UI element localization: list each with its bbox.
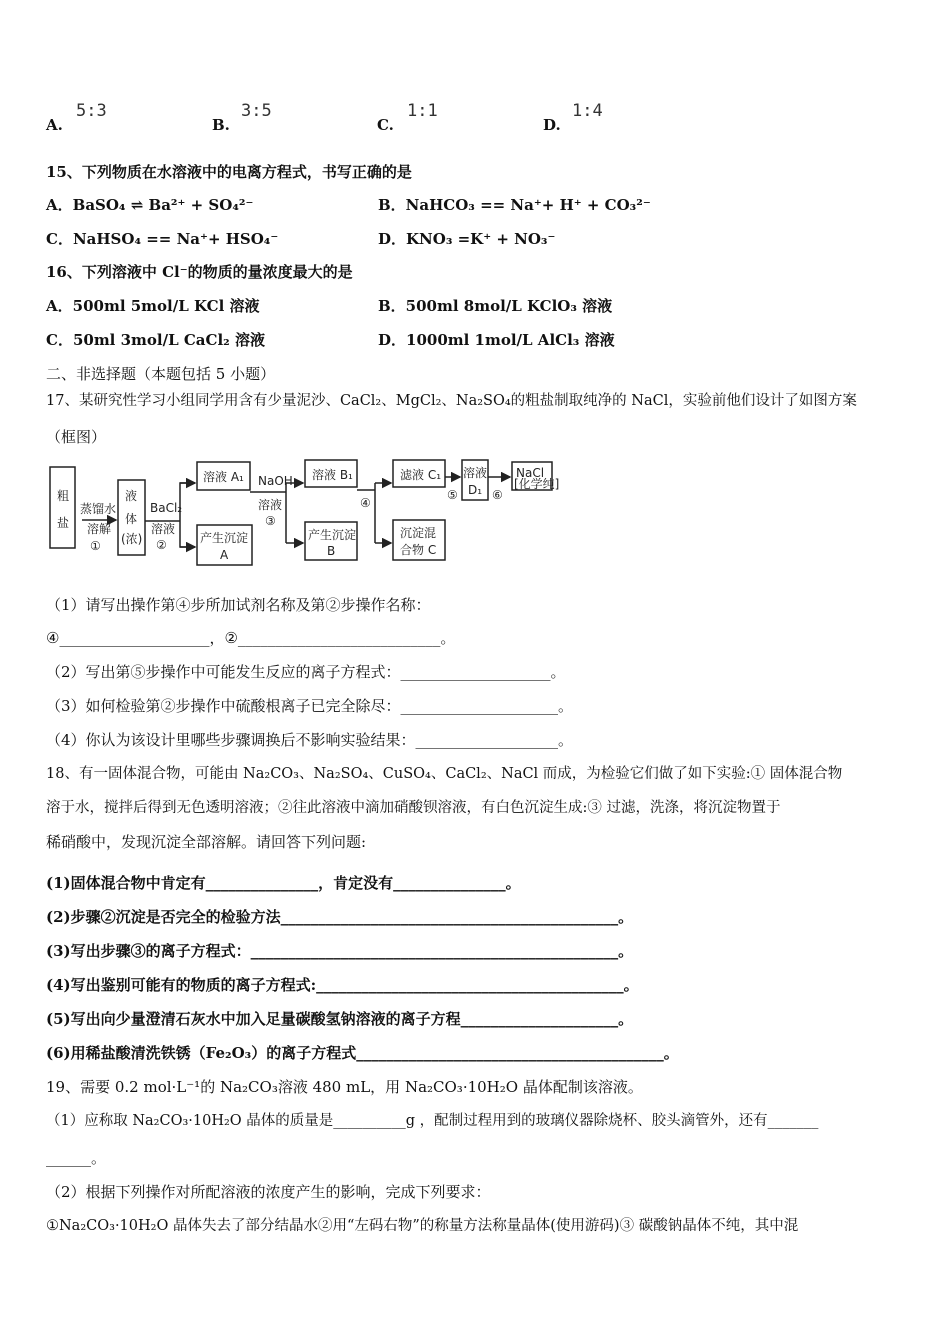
box-crude-salt: [50, 467, 75, 548]
option-value: 5:3: [76, 101, 107, 121]
option-value: 3:5: [241, 101, 272, 121]
q18-part-1: (1)固体混合物中肯定有_______________，肯定没有_______________。: [46, 874, 521, 892]
question-16-stem: 16、下列溶液中 Cl⁻的物质的量浓度最大的是: [46, 263, 353, 281]
flow-label: 溶液 A₁: [203, 470, 244, 484]
flow-label: 溶液 B₁: [312, 468, 353, 482]
q19-part-2: （2）根据下列操作对所配溶液的浓度产生的影响，完成下列要求：: [46, 1183, 491, 1201]
q16-option-a: A．500ml 5mol/L KCl 溶液: [46, 297, 260, 315]
question-18-stem-cont: 稀硝酸中，发现沉淀全部溶解。请回答下列问题:: [46, 833, 367, 851]
question-17-stem: 17、某研究性学习小组同学用含有少量泥沙、CaCl₂、MgCl₂、Na₂SO₄的粗盐制取纯净的 NaCl，实验前他们设计了如图方案: [46, 393, 857, 409]
flow-label: D₁: [468, 483, 483, 497]
q15-option-a: A．BaSO₄ ⇌ Ba²⁺ + SO₄²⁻: [46, 196, 254, 214]
flow-label: 溶液: [151, 522, 176, 536]
q17-part-1: （1）请写出操作第④步所加试剂名称及第②步操作名称：: [46, 596, 431, 614]
flow-label: 沉淀混: [400, 526, 437, 540]
q18-part-5: (5)写出向少量澄清石灰水中加入足量碳酸氢钠溶液的离子方程_____________________。: [46, 1010, 634, 1028]
q15-option-c: C．NaHSO₄ == Na⁺+ HSO₄⁻: [46, 230, 279, 248]
q15-option-d: D．KNO₃ =K⁺ + NO₃⁻: [378, 230, 556, 248]
flow-label: ①: [90, 539, 101, 553]
flow-label: ④: [360, 496, 371, 510]
flow-label: 溶液: [258, 498, 283, 512]
q19-part-1-cont: ______。: [46, 1149, 107, 1167]
flow-label: ②: [156, 538, 167, 552]
flow-label: 粗: [57, 489, 70, 503]
flow-label: 滤液 C₁: [400, 468, 442, 482]
q16-option-c: C．50ml 3mol/L CaCl₂ 溶液: [46, 331, 265, 349]
q19-part-2-cont: ①Na₂CO₃·10H₂O 晶体失去了部分结晶水②用“左码右物”的称量方法称量晶体(使用游码)③ 碳酸钠晶体不纯，其中混: [46, 1218, 799, 1234]
question-18-stem: 18、有一固体混合物，可能由 Na₂CO₃、Na₂SO₄、CuSO₄、CaCl₂、NaCl 而成，为检验它们做了如下实验:① 固体混合物: [46, 766, 843, 782]
option-value: 1:4: [572, 101, 603, 121]
flow-label: 盐: [57, 516, 70, 530]
flow-label: BaCl₂: [150, 501, 183, 515]
q18-part-6: (6)用稀盐酸清洗铁锈（Fe₂O₃）的离子方程式_________________________________________。: [46, 1044, 679, 1062]
question-19-stem: 19、需要 0.2 mol·L⁻¹的 Na₂CO₃溶液 480 mL，用 Na₂CO₃·10H₂O 晶体配制该溶液。: [46, 1078, 643, 1096]
question-17-stem-cont: （框图）: [46, 428, 107, 446]
q19-part-1: （1）应称取 Na₂CO₃·10H₂O 晶体的质量是__________g ，配制过程用到的玻璃仪器除烧杯、胶头滴管外，还有_______: [46, 1113, 819, 1129]
flow-label: NaCl: [516, 466, 545, 480]
flow-label: 体: [125, 512, 138, 526]
q16-option-d: D．1000ml 1mol/L AlCl₃ 溶液: [378, 331, 615, 349]
question-15-stem: 15、下列物质在水溶液中的电离方程式，书写正确的是: [46, 163, 412, 181]
q18-part-4: (4)写出鉴别可能有的物质的离子方程式:_________________________________________。: [46, 976, 639, 994]
question-18-stem-cont: 溶于水，搅拌后得到无色透明溶液；②往此溶液中滴加硝酸钡溶液，有白色沉淀生成:③ 过滤，洗涤，将沉淀物置于: [46, 800, 781, 816]
q16-option-b: B．500ml 8mol/L KClO₃ 溶液: [378, 297, 613, 315]
flow-label: 液: [125, 489, 138, 503]
section-heading: 二、非选择题（本题包括 5 小题）: [46, 365, 276, 383]
q15-option-b: B．NaHCO₃ == Na⁺+ H⁺ + CO₃²⁻: [378, 196, 651, 214]
q17-part-2: （2）写出第⑤步操作中可能发生反应的离子方程式：____________________。: [46, 663, 566, 681]
q18-part-3: (3)写出步骤③的离子方程式：_________________________________________________。: [46, 942, 634, 960]
flow-label: 溶解: [87, 522, 112, 536]
flow-label: 蒸馏水: [80, 502, 117, 516]
flow-label: A: [220, 548, 229, 562]
q17-part-1-blanks: ④____________________，②___________________________。: [46, 629, 456, 647]
option-letter: B.: [212, 116, 230, 134]
flowchart: [40, 455, 710, 575]
flow-label: B: [327, 544, 336, 558]
q18-part-2: (2)步骤②沉淀是否完全的检验方法_____________________________________________。: [46, 908, 634, 926]
flow-label: ③: [265, 514, 276, 528]
option-value: 1:1: [407, 101, 438, 121]
q17-part-3: （3）如何检验第②步操作中硫酸根离子已完全除尽：_____________________。: [46, 697, 574, 715]
flow-label: 溶液: [463, 466, 488, 480]
flow-label: 产生沉淀: [308, 528, 357, 542]
flow-label: ⑤: [447, 488, 458, 502]
option-letter: D.: [543, 116, 561, 134]
flow-label: [化学纯]: [514, 477, 560, 491]
option-letter: C.: [377, 116, 394, 134]
flow-label: (浓): [121, 532, 143, 546]
flow-label: 合物 C: [400, 543, 437, 557]
flow-label: NaOH: [258, 474, 293, 488]
flow-label: 产生沉淀: [200, 531, 249, 545]
q17-part-4: （4）你认为该设计里哪些步骤调换后不影响实验结果：___________________。: [46, 731, 574, 749]
flow-label: ⑥: [492, 488, 503, 502]
option-letter: A.: [46, 116, 63, 134]
